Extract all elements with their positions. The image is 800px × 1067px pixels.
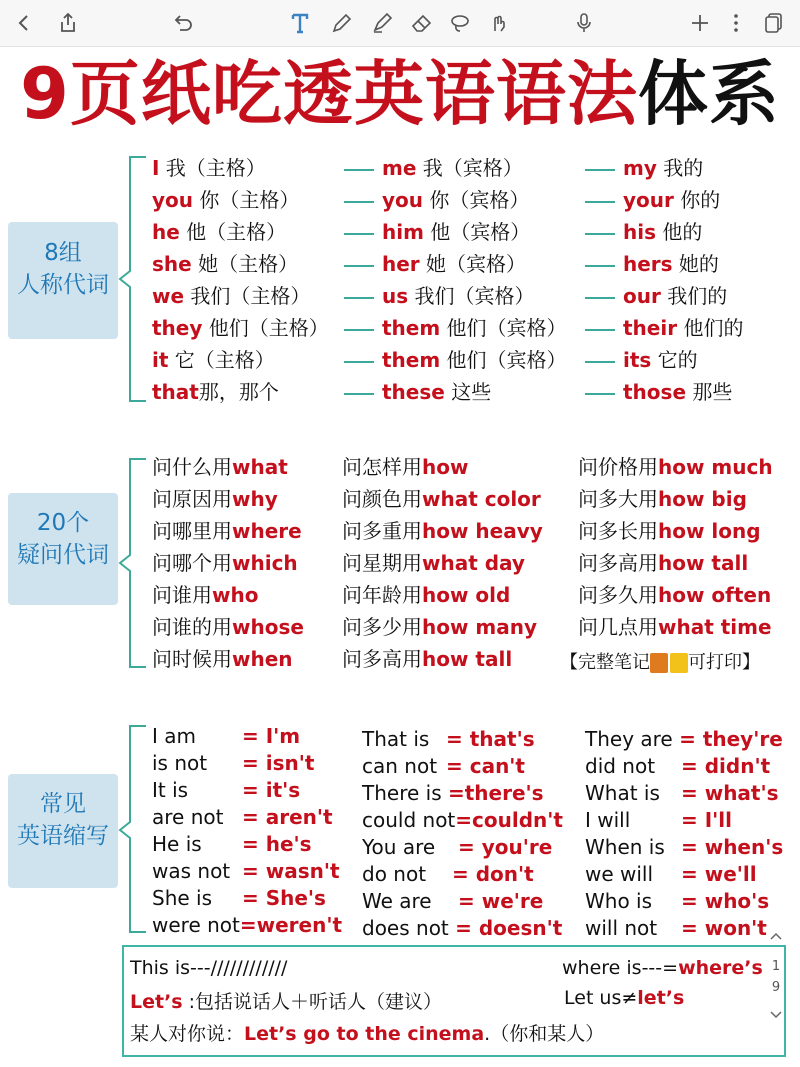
pronoun-object-cn: 他们（宾格） — [440, 316, 567, 340]
question-en: who — [212, 583, 259, 607]
pen-icon[interactable] — [328, 9, 356, 37]
share-icon[interactable] — [54, 9, 82, 37]
pronoun-possessive: its — [623, 348, 652, 372]
pronoun-row — [344, 313, 567, 343]
contraction-item — [152, 910, 342, 940]
pronoun-object: you — [382, 188, 424, 212]
question-en: which — [232, 551, 298, 575]
contraction-short: = you're — [458, 835, 553, 859]
page-current: 1 — [771, 959, 781, 974]
pronoun-object: him — [382, 220, 424, 244]
notes-box — [122, 945, 786, 1057]
question-en: how tall — [658, 551, 749, 575]
question-cn: 问多久用 — [578, 583, 658, 607]
question-en: what — [232, 455, 288, 479]
pronoun-subject: we — [152, 284, 185, 308]
contraction-short: = when's — [681, 835, 784, 859]
contraction-short: = it's — [242, 778, 301, 802]
question-cn: 问哪里用 — [152, 519, 232, 543]
note-text: where is---= — [562, 957, 679, 979]
question-item — [152, 548, 298, 578]
question-item — [152, 612, 304, 642]
question-item — [152, 644, 293, 674]
question-item — [342, 548, 525, 578]
title-part-2: 英语语法 — [353, 53, 638, 135]
pronoun-object-cn: 你（宾格） — [423, 188, 530, 212]
contraction-short: = they're — [679, 727, 783, 751]
contraction-short: = won't — [681, 916, 767, 940]
contraction-full: She is — [152, 886, 213, 910]
question-item — [342, 452, 468, 482]
note-highlight: where’s — [678, 957, 763, 979]
contraction-full: are not — [152, 805, 224, 829]
contraction-short: =there's — [447, 781, 544, 805]
pronoun-row — [585, 313, 743, 343]
pages-icon[interactable] — [760, 9, 788, 37]
category-pronouns — [8, 222, 118, 339]
question-en: how — [422, 455, 469, 479]
contraction-short: = we'll — [681, 862, 757, 886]
question-en: how many — [422, 615, 538, 639]
question-cn: 问时候用 — [152, 647, 232, 671]
pronoun-row — [152, 377, 279, 407]
contraction-full: You are — [362, 835, 436, 859]
eraser-icon[interactable] — [408, 9, 436, 37]
question-cn: 问多高用 — [342, 647, 422, 671]
pronoun-row — [585, 345, 698, 375]
contraction-item — [152, 883, 326, 913]
note-text: 某人对你说： — [130, 1023, 245, 1045]
note-example — [130, 1019, 604, 1046]
pronoun-subject: she — [152, 252, 192, 276]
note-highlight: Let’s — [130, 991, 183, 1013]
contraction-item — [362, 859, 534, 889]
pronoun-row — [152, 153, 266, 183]
question-en: why — [232, 487, 278, 511]
title-part-1: 9页纸吃透 — [20, 53, 354, 135]
pronoun-possessive-cn: 他们的 — [677, 316, 744, 340]
pronoun-object-cn: 她（宾格） — [419, 252, 527, 276]
contraction-full: could not — [362, 808, 456, 832]
pronoun-subject: they — [152, 316, 203, 340]
note-text: Let us≠ — [564, 987, 638, 1009]
contraction-full: It is — [152, 778, 189, 802]
note-highlight: let’s — [637, 987, 685, 1009]
question-en: what day — [422, 551, 525, 575]
question-cn: 问年龄用 — [342, 583, 422, 607]
contraction-full: I will — [585, 808, 631, 832]
category-pronouns-line1: 8组 — [44, 240, 82, 266]
pronoun-row — [344, 185, 529, 215]
pronoun-object-cn: 他们（宾格） — [440, 348, 567, 372]
question-cn: 问几点用 — [578, 615, 658, 639]
question-item — [578, 452, 773, 482]
section-brace — [118, 724, 148, 934]
category-contractions — [8, 774, 118, 888]
note-highlight: Let’s go to the cinema — [244, 1023, 485, 1045]
contraction-full: was not — [152, 859, 231, 883]
contraction-item — [152, 856, 340, 886]
pronoun-object: them — [382, 316, 441, 340]
chevron-down-icon[interactable] — [766, 1009, 786, 1024]
note-this-is — [130, 957, 287, 979]
pronoun-subject: it — [152, 348, 169, 372]
note-where-is — [562, 957, 763, 979]
pronoun-subject: he — [152, 220, 180, 244]
question-cn: 问谁用 — [152, 583, 212, 607]
pronoun-possessive-cn: 它的 — [651, 348, 698, 372]
contraction-item — [152, 721, 300, 751]
question-cn: 问价格用 — [578, 455, 658, 479]
pronoun-object: me — [382, 156, 417, 180]
question-item — [342, 644, 512, 674]
question-item — [152, 452, 288, 482]
contraction-item — [585, 832, 783, 862]
contraction-full: When is — [585, 835, 665, 859]
pronoun-possessive-cn: 你的 — [673, 188, 721, 212]
pronoun-possessive: my — [623, 156, 657, 180]
microphone-icon[interactable] — [570, 9, 598, 37]
contraction-item — [362, 913, 562, 943]
contraction-full: did not — [585, 754, 656, 778]
question-en: what time — [658, 615, 772, 639]
question-cn: 问颜色用 — [342, 487, 422, 511]
pronoun-row — [152, 313, 329, 343]
app-toolbar — [0, 0, 800, 47]
contraction-item — [585, 778, 779, 808]
pronoun-possessive-cn: 她的 — [672, 252, 719, 276]
pronoun-row — [585, 153, 703, 183]
question-en: how tall — [422, 647, 513, 671]
lasso-icon[interactable] — [446, 9, 474, 37]
question-en: what color — [422, 487, 541, 511]
pronoun-subject-cn: 他（主格） — [179, 220, 287, 244]
pronoun-row — [585, 249, 719, 279]
contraction-short: = She's — [242, 886, 326, 910]
question-cn: 问多重用 — [342, 519, 422, 543]
question-en: when — [232, 647, 293, 671]
pronoun-subject: I — [152, 156, 160, 180]
category-contractions-line2: 英语缩写 — [17, 823, 109, 849]
contraction-item — [152, 802, 333, 832]
note-text: :包括说话人＋听话人（建议） — [182, 991, 443, 1013]
contraction-item — [152, 748, 314, 778]
pronoun-object-cn: 我（宾格） — [416, 156, 523, 180]
contraction-short: = we're — [458, 889, 544, 913]
question-en: how old — [422, 583, 511, 607]
print-note — [560, 648, 760, 674]
question-cn: 问多长用 — [578, 519, 658, 543]
contraction-full: were not — [152, 913, 240, 937]
page-indicator[interactable] — [766, 930, 786, 1024]
contraction-short: = can't — [446, 754, 525, 778]
question-en: where — [232, 519, 302, 543]
contraction-full: can not — [362, 754, 438, 778]
contraction-short: = I'll — [681, 808, 732, 832]
pronoun-row — [344, 217, 530, 247]
pronoun-subject-cn: 他们（主格） — [202, 316, 329, 340]
question-cn: 问原因用 — [152, 487, 232, 511]
contraction-item — [152, 829, 312, 859]
contraction-full: He is — [152, 832, 202, 856]
question-item — [152, 580, 258, 610]
category-contractions-line1: 常见 — [40, 791, 86, 817]
pronoun-possessive: hers — [623, 252, 673, 276]
question-cn: 问谁的用 — [152, 615, 232, 639]
contraction-item — [362, 751, 525, 781]
pronoun-possessive: their — [623, 316, 678, 340]
pronoun-row — [585, 281, 727, 311]
pronoun-subject-cn: 它（主格） — [168, 348, 275, 372]
pronoun-possessive-cn: 我们的 — [660, 284, 728, 308]
pronoun-row — [152, 217, 286, 247]
contraction-item — [585, 886, 769, 916]
question-en: how heavy — [422, 519, 543, 543]
contraction-item — [362, 805, 563, 835]
pronoun-row — [152, 185, 299, 215]
pronoun-row — [152, 345, 275, 375]
contraction-short: = doesn't — [455, 916, 563, 940]
note-let-us — [564, 987, 684, 1009]
pronoun-row — [152, 249, 298, 279]
category-question-words — [8, 493, 118, 605]
plus-icon[interactable] — [686, 9, 714, 37]
question-en: how big — [658, 487, 747, 511]
pronoun-subject: that — [152, 380, 199, 404]
pronoun-row — [344, 153, 523, 183]
contraction-item — [585, 724, 783, 754]
question-item — [578, 484, 747, 514]
question-item — [152, 516, 302, 546]
contraction-item — [585, 913, 767, 943]
title-part-3: 体系 — [637, 53, 780, 135]
question-cn: 问多大用 — [578, 487, 658, 511]
contraction-full: do not — [362, 862, 427, 886]
pronoun-possessive: our — [623, 284, 661, 308]
page-total: 9 — [771, 980, 781, 995]
pronoun-possessive-cn: 他的 — [656, 220, 703, 244]
contraction-short: = isn't — [242, 751, 315, 775]
question-en: whose — [232, 615, 304, 639]
question-item — [578, 612, 772, 642]
pronoun-object-cn: 我们（宾格） — [408, 284, 535, 308]
page-title — [0, 54, 800, 134]
question-en: how long — [658, 519, 761, 543]
contraction-item — [362, 778, 544, 808]
note-lets — [130, 987, 442, 1014]
pronoun-row — [344, 249, 526, 279]
contraction-full: Who is — [585, 889, 653, 913]
question-item — [342, 516, 543, 546]
contraction-full: does not — [362, 916, 449, 940]
pronoun-object: her — [382, 252, 420, 276]
touch-icon[interactable] — [484, 9, 512, 37]
contraction-item — [362, 832, 552, 862]
contraction-short: = I'm — [242, 724, 301, 748]
contraction-short: = wasn't — [242, 859, 340, 883]
pronoun-object: these — [382, 380, 445, 404]
contraction-short: = that's — [446, 727, 535, 751]
question-en: how often — [658, 583, 772, 607]
contraction-short: =couldn't — [455, 808, 563, 832]
contraction-short: = aren't — [242, 805, 333, 829]
section-brace — [118, 155, 148, 403]
category-questions-line1: 20个 — [36, 510, 90, 536]
pronoun-subject-cn: 我（主格） — [159, 156, 266, 180]
contraction-item — [585, 859, 757, 889]
contraction-item — [585, 805, 732, 835]
contraction-short: = who's — [681, 889, 770, 913]
question-en: how much — [658, 455, 773, 479]
contraction-item — [152, 775, 300, 805]
contraction-full: There is — [362, 781, 442, 805]
question-cn: 问哪个用 — [152, 551, 232, 575]
pronoun-possessive-cn: 我的 — [656, 156, 704, 180]
yellow-book-icon — [670, 653, 688, 673]
question-item — [342, 612, 537, 642]
pronoun-possessive: those — [623, 380, 687, 404]
note-text: This is---//////////// — [130, 957, 288, 979]
question-item — [578, 548, 748, 578]
pronoun-subject: you — [152, 188, 194, 212]
pronoun-row — [585, 217, 702, 247]
contraction-item — [362, 886, 543, 916]
question-cn: 问怎样用 — [342, 455, 422, 479]
contraction-full: What is — [585, 781, 660, 805]
pronoun-possessive: your — [623, 188, 674, 212]
question-cn: 问什么用 — [152, 455, 232, 479]
contraction-short: = don't — [452, 862, 534, 886]
text-tool-icon[interactable] — [286, 9, 314, 37]
pronoun-possessive-cn: 那些 — [686, 380, 733, 404]
contraction-full: will not — [585, 916, 658, 940]
chevron-left-icon[interactable] — [10, 9, 38, 37]
undo-icon[interactable] — [170, 9, 198, 37]
pronoun-row — [585, 185, 720, 215]
question-cn: 问多高用 — [578, 551, 658, 575]
contraction-full: we will — [585, 862, 654, 886]
contraction-full: We are — [362, 889, 432, 913]
contraction-short: = didn't — [681, 754, 771, 778]
contraction-item — [362, 724, 535, 754]
pronoun-object: them — [382, 348, 441, 372]
category-questions-line2: 疑问代词 — [17, 542, 109, 568]
pronoun-subject-cn: 我们（主格） — [184, 284, 311, 308]
pronoun-possessive: his — [623, 220, 656, 244]
section-brace — [118, 457, 148, 669]
question-item — [152, 484, 278, 514]
pronoun-subject-cn: 她（主格） — [191, 252, 299, 276]
pronoun-row — [344, 281, 535, 311]
print-note-left: 【完整笔记 — [560, 652, 650, 673]
contraction-full: That is — [362, 727, 430, 751]
orange-book-icon — [650, 653, 668, 673]
contraction-short: =weren't — [239, 913, 343, 937]
question-item — [578, 516, 761, 546]
chevron-up-icon[interactable] — [766, 930, 786, 945]
pronoun-subject-cn: 那，那个 — [198, 380, 279, 404]
highlighter-icon[interactable] — [368, 9, 396, 37]
contraction-item — [585, 751, 770, 781]
pronoun-object-cn: 这些 — [444, 380, 492, 404]
contraction-short: = what's — [681, 781, 779, 805]
contraction-full: They are — [585, 727, 673, 751]
pronoun-object: us — [382, 284, 409, 308]
contraction-full: I am — [152, 724, 196, 748]
contraction-short: = he's — [242, 832, 312, 856]
print-note-right: 可打印】 — [688, 652, 760, 673]
pronoun-row — [152, 281, 310, 311]
category-pronouns-line2: 人称代词 — [17, 272, 109, 298]
question-item — [342, 580, 510, 610]
pronoun-object-cn: 他（宾格） — [423, 220, 531, 244]
pronoun-row — [585, 377, 732, 407]
more-icon[interactable] — [722, 9, 750, 37]
pronoun-row — [344, 345, 567, 375]
contraction-full: is not — [152, 751, 208, 775]
note-text: .（你和某人） — [484, 1023, 605, 1045]
question-item — [342, 484, 541, 514]
question-item — [578, 580, 771, 610]
question-cn: 问多少用 — [342, 615, 422, 639]
pronoun-row — [344, 377, 491, 407]
pronoun-subject-cn: 你（主格） — [193, 188, 300, 212]
question-cn: 问星期用 — [342, 551, 422, 575]
